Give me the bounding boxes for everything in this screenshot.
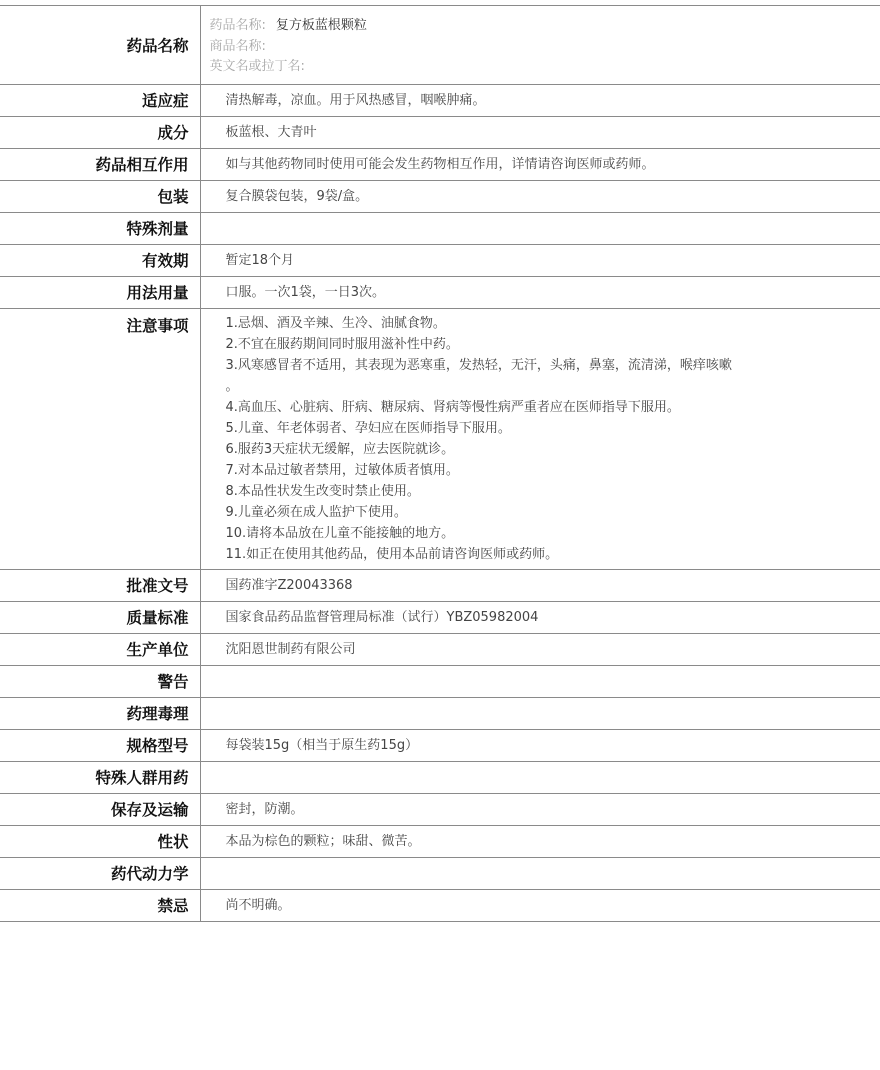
precaution-item: 4.高血压、心脏病、肝病、糖尿病、肾病等慢性病严重者应在医师指导下服用。 bbox=[225, 399, 680, 415]
row-ingredients bbox=[0, 116, 880, 148]
row-value: 每袋装15g（相当于原生药15g） bbox=[200, 729, 880, 761]
row-value bbox=[200, 857, 880, 889]
row-special-dosage bbox=[0, 212, 880, 244]
row-label: 注意事项 bbox=[0, 308, 200, 569]
row-value bbox=[200, 308, 880, 569]
row-contraindications bbox=[0, 889, 880, 921]
row-value: 复合膜袋包装，9袋/盒。 bbox=[200, 180, 880, 212]
precaution-item: 1.忌烟、酒及辛辣、生冷、油腻食物。 bbox=[225, 315, 446, 331]
english-name-key: 英文名或拉丁名: bbox=[209, 59, 305, 74]
precaution-item: 2.不宜在服药期间同时服用滋补性中药。 bbox=[225, 336, 459, 352]
precaution-item: 3.风寒感冒者不适用，其表现为恶寒重，发热轻，无汗，头痛，鼻塞，流清涕，喉痒咳嗽 bbox=[225, 357, 732, 373]
row-specification bbox=[0, 729, 880, 761]
precaution-item: 10.请将本品放在儿童不能接触的地方。 bbox=[225, 525, 455, 541]
row-value: 清热解毒，凉血。用于风热感冒，咽喉肿痛。 bbox=[200, 84, 880, 116]
row-precautions bbox=[0, 308, 880, 569]
row-packaging bbox=[0, 180, 880, 212]
row-label: 警告 bbox=[0, 665, 200, 697]
row-value: 国家食品药品监督管理局标准（试行）YBZ05982004 bbox=[200, 601, 880, 633]
precaution-item: 6.服药3天症状无缓解，应去医院就诊。 bbox=[225, 441, 455, 457]
row-value: 暂定18个月 bbox=[200, 244, 880, 276]
row-value bbox=[200, 6, 880, 85]
trade-name-line bbox=[210, 37, 880, 58]
spec-table bbox=[0, 5, 880, 922]
row-label: 有效期 bbox=[0, 244, 200, 276]
row-label: 性状 bbox=[0, 825, 200, 857]
row-label: 特殊剂量 bbox=[0, 212, 200, 244]
row-label: 成分 bbox=[0, 116, 200, 148]
row-dosage bbox=[0, 276, 880, 308]
row-label: 特殊人群用药 bbox=[0, 761, 200, 793]
row-label: 包装 bbox=[0, 180, 200, 212]
row-value: 国药准字Z20043368 bbox=[200, 569, 880, 601]
drug-spec-sheet bbox=[0, 5, 880, 922]
generic-name-line bbox=[210, 16, 880, 37]
generic-name-value: 复方板蓝根颗粒 bbox=[275, 18, 367, 33]
generic-name-key: 药品名称: bbox=[209, 18, 266, 33]
precaution-item: 。 bbox=[225, 378, 239, 394]
row-special-populations bbox=[0, 761, 880, 793]
row-manufacturer bbox=[0, 633, 880, 665]
row-pharmacology bbox=[0, 697, 880, 729]
row-label: 生产单位 bbox=[0, 633, 200, 665]
precaution-item: 5.儿童、年老体弱者、孕妇应在医师指导下服用。 bbox=[225, 420, 511, 436]
row-value: 沈阳恩世制药有限公司 bbox=[200, 633, 880, 665]
row-label: 适应症 bbox=[0, 84, 200, 116]
row-label: 药代动力学 bbox=[0, 857, 200, 889]
precaution-item: 11.如正在使用其他药品，使用本品前请咨询医师或药师。 bbox=[225, 546, 559, 562]
row-storage bbox=[0, 793, 880, 825]
row-description bbox=[0, 825, 880, 857]
row-value: 如与其他药物同时使用可能会发生药物相互作用，详情请咨询医师或药师。 bbox=[200, 148, 880, 180]
precaution-item: 8.本品性状发生改变时禁止使用。 bbox=[225, 483, 420, 499]
row-value bbox=[200, 212, 880, 244]
row-value: 尚不明确。 bbox=[200, 889, 880, 921]
row-label: 用法用量 bbox=[0, 276, 200, 308]
row-value bbox=[200, 697, 880, 729]
trade-name-key: 商品名称: bbox=[209, 38, 266, 54]
row-shelf-life bbox=[0, 244, 880, 276]
row-indications bbox=[0, 84, 880, 116]
row-interactions bbox=[0, 148, 880, 180]
row-label: 保存及运输 bbox=[0, 793, 200, 825]
english-name-line bbox=[210, 57, 880, 78]
row-quality-standard bbox=[0, 601, 880, 633]
row-label: 药品相互作用 bbox=[0, 148, 200, 180]
row-value: 板蓝根、大青叶 bbox=[200, 116, 880, 148]
row-warning bbox=[0, 665, 880, 697]
precaution-item: 9.儿童必须在成人监护下使用。 bbox=[225, 504, 407, 520]
row-value: 口服。一次1袋，一日3次。 bbox=[200, 276, 880, 308]
row-drug-name bbox=[0, 6, 880, 85]
row-value bbox=[200, 665, 880, 697]
row-label: 禁忌 bbox=[0, 889, 200, 921]
row-value: 本品为棕色的颗粒；味甜、微苦。 bbox=[200, 825, 880, 857]
row-value: 密封，防潮。 bbox=[200, 793, 880, 825]
row-label: 批准文号 bbox=[0, 569, 200, 601]
row-value bbox=[200, 761, 880, 793]
row-pharmacokinetics bbox=[0, 857, 880, 889]
row-label: 药理毒理 bbox=[0, 697, 200, 729]
row-label: 规格型号 bbox=[0, 729, 200, 761]
row-label: 质量标准 bbox=[0, 601, 200, 633]
row-label: 药品名称 bbox=[0, 6, 200, 85]
row-approval-number bbox=[0, 569, 880, 601]
precaution-item: 7.对本品过敏者禁用，过敏体质者慎用。 bbox=[225, 462, 459, 478]
